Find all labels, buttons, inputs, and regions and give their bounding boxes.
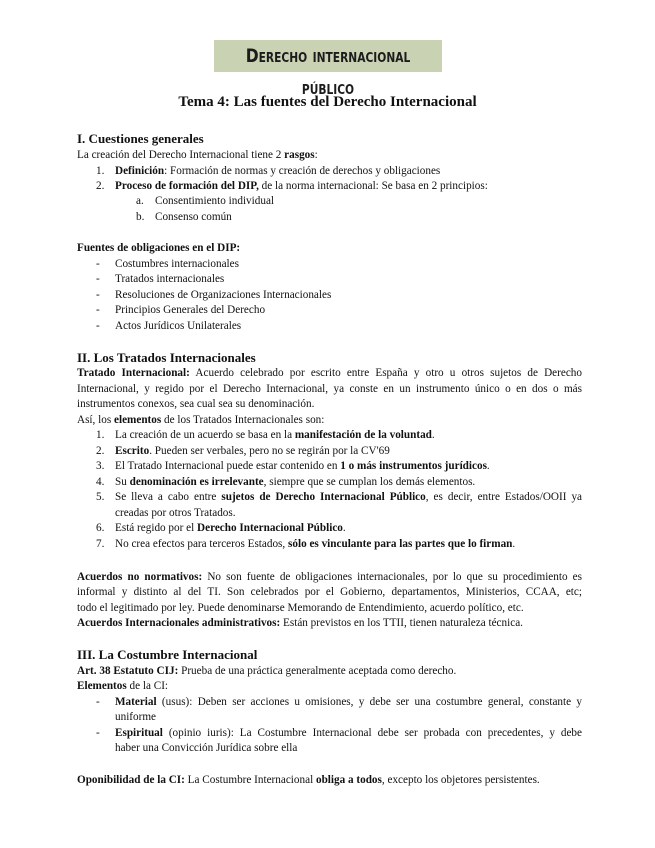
treaty-definition-line: Internacional, y regido por el Derecho Internacional, ya conste en un instrumento único o en dos o más	[77, 383, 582, 395]
list-item: El Tratado Internacional puede estar contenido en 1 o más instrumentos jurídicos.	[115, 460, 490, 472]
bullet-dash: -	[96, 696, 100, 708]
list-item: Su denominación es irrelevante, siempre que se cumplan los demás elementos.	[115, 476, 476, 488]
source-item: Tratados internacionales	[115, 273, 225, 285]
source-item: Actos Jurídicos Unilaterales	[115, 320, 242, 332]
bullet-dash: -	[96, 273, 100, 285]
list-item: Está regido por el Derecho Internacional Público.	[115, 522, 346, 534]
list-number: 2.	[96, 180, 105, 192]
list-item: Definición: Formación de normas y creación de derechos y obligaciones	[115, 165, 441, 177]
source-item: Resoluciones de Organizaciones Internacionales	[115, 289, 332, 301]
sublist-item: Consentimiento individual	[155, 195, 275, 207]
bullet-dash: -	[96, 258, 100, 270]
non-normative-line: todo el legitimado por ley. Puede denominarse Memorando de Entendimiento, acuerdo político, etc.	[77, 602, 524, 614]
s1-intro: La creación del Derecho Internacional tiene 2 rasgos:	[77, 149, 318, 161]
list-number: 3.	[96, 460, 105, 472]
page-title: Tema 4: Las fuentes del Derecho Internacional	[178, 94, 477, 110]
treaty-definition-line: Tratado Internacional: Acuerdo celebrado por escrito entre España y otro u otros sujetos de Derecho	[77, 367, 582, 379]
list-number: 6.	[96, 522, 105, 534]
section-1-heading: I. Cuestiones generales	[77, 131, 204, 146]
admin-agreements-line: Acuerdos Internacionales administrativos: Están previstos en los TTII, tienen naturaleza técnica.	[77, 617, 523, 629]
list-number: 1.	[96, 165, 105, 177]
source-item: Principios Generales del Derecho	[115, 304, 266, 316]
list-number: 1.	[96, 429, 105, 441]
section-2-heading: II. Los Tratados Internacionales	[77, 350, 256, 365]
treaty-definition-line: instrumentos conexos, sea cual sea su denominación.	[77, 398, 315, 410]
elements-line: Elementos de la CI:	[77, 680, 169, 692]
sources-heading: Fuentes de obligaciones en el DIP:	[77, 242, 241, 254]
material-element-continuation: uniforme	[115, 711, 157, 723]
list-number: 2.	[96, 445, 105, 457]
list-item: Se lleva a cabo entre sujetos de Derecho Internacional Público, es decir, entre Estados/OOII ya	[115, 491, 583, 503]
course-banner: Derecho internacional público	[245, 45, 411, 99]
bullet-dash: -	[96, 320, 100, 332]
non-normative-line: Acuerdos no normativos: No son fuente de obligaciones internacionales, por lo que su procedimiento es	[77, 571, 583, 583]
art38-line: Art. 38 Estatuto CIJ: Prueba de una práctica generalmente aceptada como derecho.	[77, 665, 457, 677]
source-item: Costumbres internacionales	[115, 258, 239, 270]
list-item: Escrito. Pueden ser verbales, pero no se regirán por la CV'69	[115, 445, 390, 457]
non-normative-line: informal y distinto al del TI. Son celebrados por el Gobierno, departamentos, Ministerios, CCAA, etc;	[77, 586, 582, 598]
list-item: Proceso de formación del DIP, de la norma internacional: Se basa en 2 principios:	[115, 180, 488, 192]
bullet-dash: -	[96, 289, 100, 301]
material-element: Material (usus): Deben ser acciones u omisiones, y debe ser una costumbre general, constante y	[115, 696, 582, 708]
list-item-continuation: creadas por otros Tratados.	[115, 507, 236, 519]
sublist-item: Consenso común	[155, 211, 232, 223]
opposability-line: Oponibilidad de la CI: La Costumbre Internacional obliga a todos, excepto los objetores persistentes.	[77, 774, 540, 786]
spiritual-element-continuation: haber una Convicción Jurídica sobre ella	[115, 742, 298, 754]
bullet-dash: -	[96, 304, 100, 316]
list-item: No crea efectos para terceros Estados, sólo es vinculante para las partes que lo firman.	[115, 538, 516, 550]
list-item: La creación de un acuerdo se basa en la manifestación de la voluntad.	[115, 429, 435, 441]
spiritual-element: Espiritual (opinio iuris): La Costumbre Internacional debe ser probada con precedentes, y debe	[115, 727, 582, 739]
section-3-heading: III. La Costumbre Internacional	[77, 647, 258, 662]
list-number: 7.	[96, 538, 105, 550]
list-number: 5.	[96, 491, 105, 503]
list-number: 4.	[96, 476, 105, 488]
bullet-dash: -	[96, 727, 100, 739]
sublist-letter: a.	[136, 195, 144, 207]
elements-intro: Así, los elementos de los Tratados Internacionales son:	[77, 414, 325, 426]
sublist-letter: b.	[136, 211, 145, 223]
